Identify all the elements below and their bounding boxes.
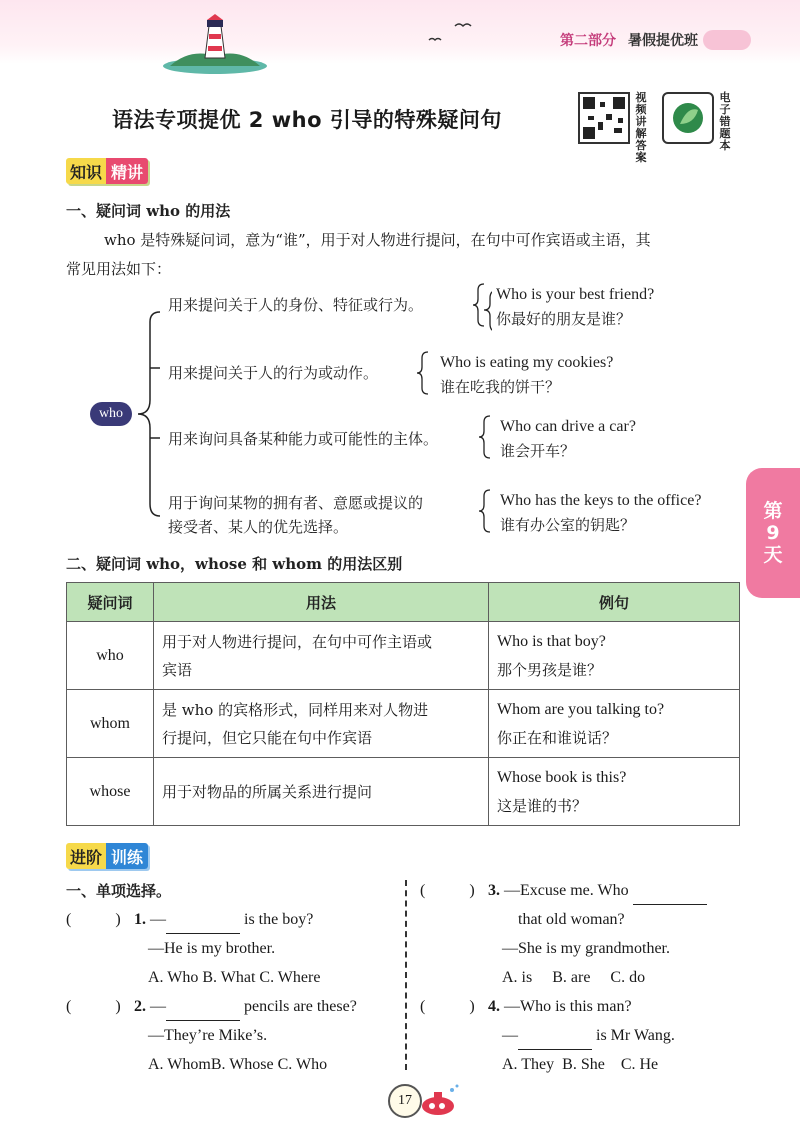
diagram-branch-1-example-zh: 你最好的朋友是谁？ bbox=[496, 310, 632, 328]
table-cell-example bbox=[489, 758, 740, 826]
diagram-branch-2-example-zh: 谁在吃我的饼干？ bbox=[440, 378, 561, 396]
question-response: —He is my brother. bbox=[148, 940, 276, 957]
table-cell-example-en: Whom are you talking to? bbox=[497, 700, 665, 718]
question-number: 1. bbox=[134, 911, 146, 928]
diagram-branch-1-example bbox=[496, 282, 654, 332]
diagram-branch-3-example-zh: 谁会开车？ bbox=[500, 442, 576, 460]
qr-code-mistakes[interactable] bbox=[662, 92, 714, 144]
day-tab-line3: 天 bbox=[763, 544, 783, 566]
table-cell-example-zh: 这是谁的书？ bbox=[497, 796, 588, 815]
submarine-icon bbox=[418, 1082, 462, 1118]
question-response: is Mr Wang. bbox=[592, 1027, 675, 1044]
question-options: A. WhomB. Whose C. Who bbox=[148, 1056, 328, 1073]
fill-blank[interactable] bbox=[166, 1002, 240, 1021]
question-text: —Excuse me. Who bbox=[504, 882, 629, 899]
usage-table bbox=[66, 582, 740, 826]
diagram-branch-1-desc: 用来提问关于人的身份、特征或行为。 bbox=[168, 296, 424, 314]
section1-heading: 一、疑问词 who 的用法 bbox=[66, 202, 231, 220]
answer-slot[interactable]: ( ) bbox=[66, 998, 121, 1015]
diagram-branch-4-example-en: Who has the keys to the office? bbox=[500, 492, 702, 509]
table-cell-example bbox=[489, 622, 740, 690]
table-cell-usage-line: 用于对人物进行提问，在句中可作主语或 bbox=[162, 632, 433, 651]
diagram-branch-3-example-en: Who can drive a car? bbox=[500, 418, 636, 435]
table-cell-example-zh: 那个男孩是谁？ bbox=[497, 660, 603, 679]
brace-icon bbox=[414, 350, 434, 396]
question-text-continued: that old woman? bbox=[518, 911, 625, 928]
header-decoration bbox=[703, 30, 751, 50]
question-text: — bbox=[150, 998, 166, 1015]
day-tab-line2: 9 bbox=[766, 522, 780, 544]
question-4 bbox=[420, 992, 675, 1079]
question-1 bbox=[66, 905, 320, 992]
lighthouse-icon bbox=[160, 12, 270, 74]
question-text: pencils are these? bbox=[240, 998, 357, 1015]
question-options: A. is B. are C. do bbox=[502, 969, 646, 986]
table-cell-word: whose bbox=[67, 758, 154, 826]
answer-slot[interactable]: ( ) bbox=[420, 882, 475, 899]
diagram-branch-2-desc: 用来提问关于人的行为或动作。 bbox=[168, 364, 379, 382]
badge-knowledge bbox=[66, 158, 148, 184]
question-text: is the boy? bbox=[240, 911, 314, 928]
diagram-branch-3-example bbox=[500, 414, 636, 464]
fill-blank[interactable] bbox=[633, 886, 707, 905]
header-series-label: 暑假提优班 bbox=[628, 33, 698, 49]
question-number: 2. bbox=[134, 998, 146, 1015]
question-3 bbox=[420, 876, 707, 992]
table-row bbox=[67, 622, 740, 690]
question-number: 3. bbox=[488, 882, 500, 899]
question-response: —They’re Mike’s. bbox=[148, 1027, 268, 1044]
header-section-label: 第二部分 bbox=[560, 33, 616, 49]
table-row bbox=[67, 758, 740, 826]
diagram-branch-3-desc: 用来询问具备某种能力或可能性的主体。 bbox=[168, 430, 439, 448]
table-cell-word: who bbox=[67, 622, 154, 690]
page-title: 语法专项提优 2 who 引导的特殊疑问句 bbox=[112, 108, 502, 132]
table-header: 例句 bbox=[489, 583, 740, 622]
badge-practice-part1: 进阶 bbox=[66, 843, 106, 869]
table-cell-usage-line: 宾语 bbox=[162, 660, 193, 679]
diagram-branch-4-desc-line2: 接受者、某人的优先选择。 bbox=[168, 518, 349, 536]
table-cell-word: whom bbox=[67, 690, 154, 758]
qr-code-video[interactable] bbox=[578, 92, 630, 144]
leaf-icon bbox=[664, 94, 712, 142]
section1-intro-line2: 常见用法如下： bbox=[66, 260, 172, 278]
exercise-heading: 一、单项选择。 bbox=[66, 882, 172, 900]
answer-slot[interactable]: ( ) bbox=[420, 998, 475, 1015]
qr-label-video: 视频讲解答案 bbox=[635, 91, 647, 164]
table-cell-usage bbox=[154, 758, 489, 826]
question-options: A. Who B. What C. Where bbox=[148, 969, 321, 986]
badge-knowledge-part1: 知识 bbox=[66, 158, 106, 184]
table-cell-example bbox=[489, 690, 740, 758]
table-cell-usage bbox=[154, 690, 489, 758]
diagram-branch-2-example-en: Who is eating my cookies? bbox=[440, 354, 614, 371]
question-response: — bbox=[502, 1027, 518, 1044]
question-options: A. They B. She C. He bbox=[502, 1056, 659, 1073]
table-header: 疑问词 bbox=[67, 583, 154, 622]
diagram-branch-4-example-zh: 谁有办公室的钥匙？ bbox=[500, 516, 636, 534]
diagram-branch-4-example bbox=[500, 488, 701, 538]
page-number: 17 bbox=[388, 1084, 422, 1118]
brace-icon bbox=[470, 282, 490, 328]
fill-blank[interactable] bbox=[518, 1031, 592, 1050]
question-number: 4. bbox=[488, 998, 500, 1015]
badge-knowledge-part2: 精讲 bbox=[106, 158, 148, 184]
table-cell-example-en: Whose book is this? bbox=[497, 768, 627, 786]
qr-icon bbox=[580, 94, 628, 142]
day-tab[interactable] bbox=[746, 468, 800, 598]
table-cell-usage-line: 行提问，但它只能在句中作宾语 bbox=[162, 728, 373, 747]
who-center-node: who bbox=[90, 402, 132, 426]
brace-icon bbox=[476, 414, 496, 460]
table-cell-example-en: Who is that boy? bbox=[497, 632, 606, 650]
table-row bbox=[67, 690, 740, 758]
badge-practice bbox=[66, 843, 148, 869]
column-divider bbox=[405, 880, 407, 1070]
question-2 bbox=[66, 992, 357, 1079]
fill-blank[interactable] bbox=[166, 915, 240, 934]
diagram-branch-1-example-en: Who is your best friend? bbox=[496, 286, 655, 303]
table-header-row bbox=[67, 583, 740, 622]
table-cell-usage bbox=[154, 622, 489, 690]
table-header: 用法 bbox=[154, 583, 489, 622]
day-tab-line1: 第 bbox=[763, 500, 783, 522]
question-text: —Who is this man? bbox=[504, 998, 632, 1015]
table-cell-usage-line: 用于对物品的所属关系进行提问 bbox=[162, 782, 373, 801]
section2-heading: 二、疑问词 who，whose 和 whom 的用法区别 bbox=[66, 555, 403, 573]
brace-icon bbox=[476, 488, 496, 534]
section1-intro-line1: who 是特殊疑问词，意为“谁”，用于对人物进行提问，在句中可作宾语或主语，其 bbox=[104, 231, 651, 249]
diagram-branch-4-desc-line1: 用于询问某物的拥有者、意愿或提议的 bbox=[168, 494, 424, 512]
badge-practice-part2: 训练 bbox=[106, 843, 148, 869]
diagram-branch-2-example bbox=[440, 350, 613, 400]
table-cell-example-zh: 你正在和谁说话？ bbox=[497, 728, 618, 747]
bird-icon bbox=[425, 18, 475, 48]
qr-label-mistakes: 电子错题本 bbox=[719, 91, 731, 152]
table-cell-usage-line: 是 who 的宾格形式，同样用来对人物进 bbox=[162, 700, 429, 719]
question-text: — bbox=[150, 911, 166, 928]
answer-slot[interactable]: ( ) bbox=[66, 911, 121, 928]
question-response: —She is my grandmother. bbox=[502, 940, 670, 957]
